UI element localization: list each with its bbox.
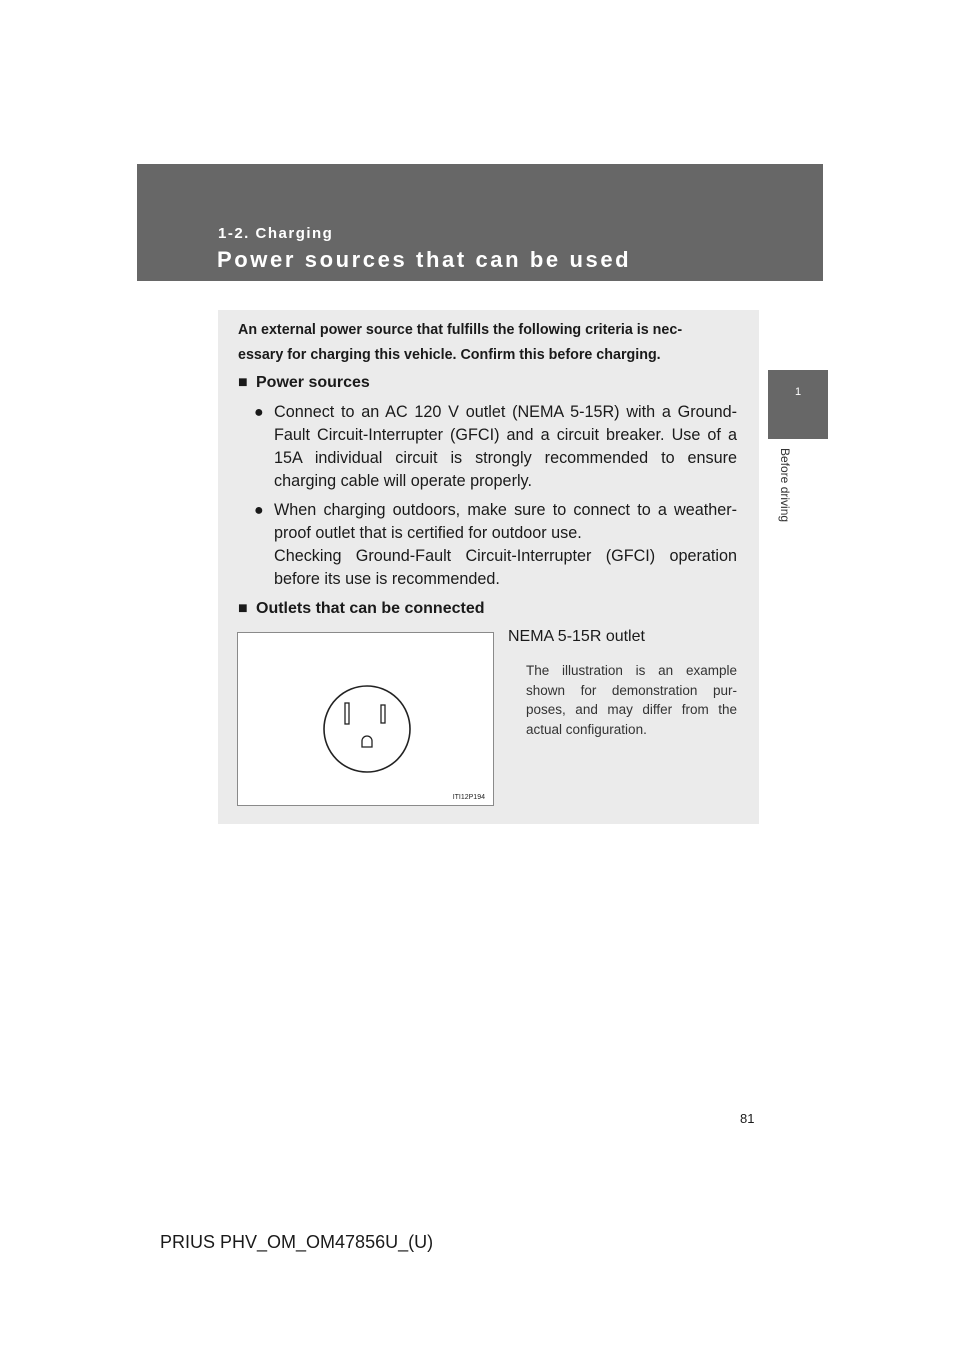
round-bullet-icon: ●: [254, 502, 264, 519]
subheading-label: Outlets that can be connected: [256, 600, 485, 617]
nema-outlet-icon: [322, 684, 412, 774]
figure-note-line: The illustration is an example: [526, 663, 737, 678]
figure-note-line: shown for demonstration pur-: [526, 682, 737, 698]
chapter-tab[interactable]: [768, 370, 828, 439]
intro-line: An external power source that fulfills the following criteria is nec-: [238, 322, 683, 338]
bullet-item: [254, 401, 737, 493]
figure-note-line: actual configuration.: [526, 721, 647, 737]
figure-code: ITI12P194: [452, 794, 485, 801]
figure-note: [526, 661, 737, 739]
bullet-line: Connect to an AC 120 V outlet (NEMA 5-15R) with a Ground-: [274, 403, 737, 421]
square-bullet-icon: ■: [238, 374, 248, 391]
page-number: 81: [740, 1111, 755, 1126]
document-id: PRIUS PHV_OM_OM47856U_(U): [160, 1232, 434, 1252]
bullet-line: proof outlet that is certified for outdoor use.: [274, 524, 582, 542]
subheading-label: Power sources: [256, 374, 370, 391]
bullet-line: before its use is recommended.: [274, 570, 500, 588]
bullet-line: Fault Circuit-Interrupter (GFCI) and a circuit breaker. Use of a: [274, 426, 737, 444]
bullet-line: charging cable will operate properly.: [274, 472, 532, 490]
bullet-line: When charging outdoors, make sure to connect to a weather-: [274, 501, 737, 519]
round-bullet-icon: ●: [254, 404, 264, 421]
bullet-line: Checking Ground-Fault Circuit-Interrupter (GFCI) operation: [274, 547, 737, 565]
intro-line: essary for charging this vehicle. Confirm this before charging.: [238, 347, 661, 363]
section-label: 1-2. Charging: [218, 225, 334, 242]
square-bullet-icon: ■: [238, 600, 248, 617]
page-title: Power sources that can be used: [217, 247, 632, 272]
bullet-item: [254, 499, 737, 591]
bullet-line: 15A individual circuit is strongly recommended to ensure: [274, 449, 737, 467]
chapter-number: 1: [794, 386, 802, 398]
subheading-outlets: [238, 600, 484, 618]
intro-text: [238, 318, 738, 368]
figure-note-line: poses, and may differ from the: [526, 702, 737, 717]
outlet-illustration: [237, 632, 494, 806]
figure-title: NEMA 5-15R outlet: [508, 628, 645, 645]
subheading-power-sources: [238, 374, 370, 392]
chapter-label: Before driving: [778, 448, 792, 523]
